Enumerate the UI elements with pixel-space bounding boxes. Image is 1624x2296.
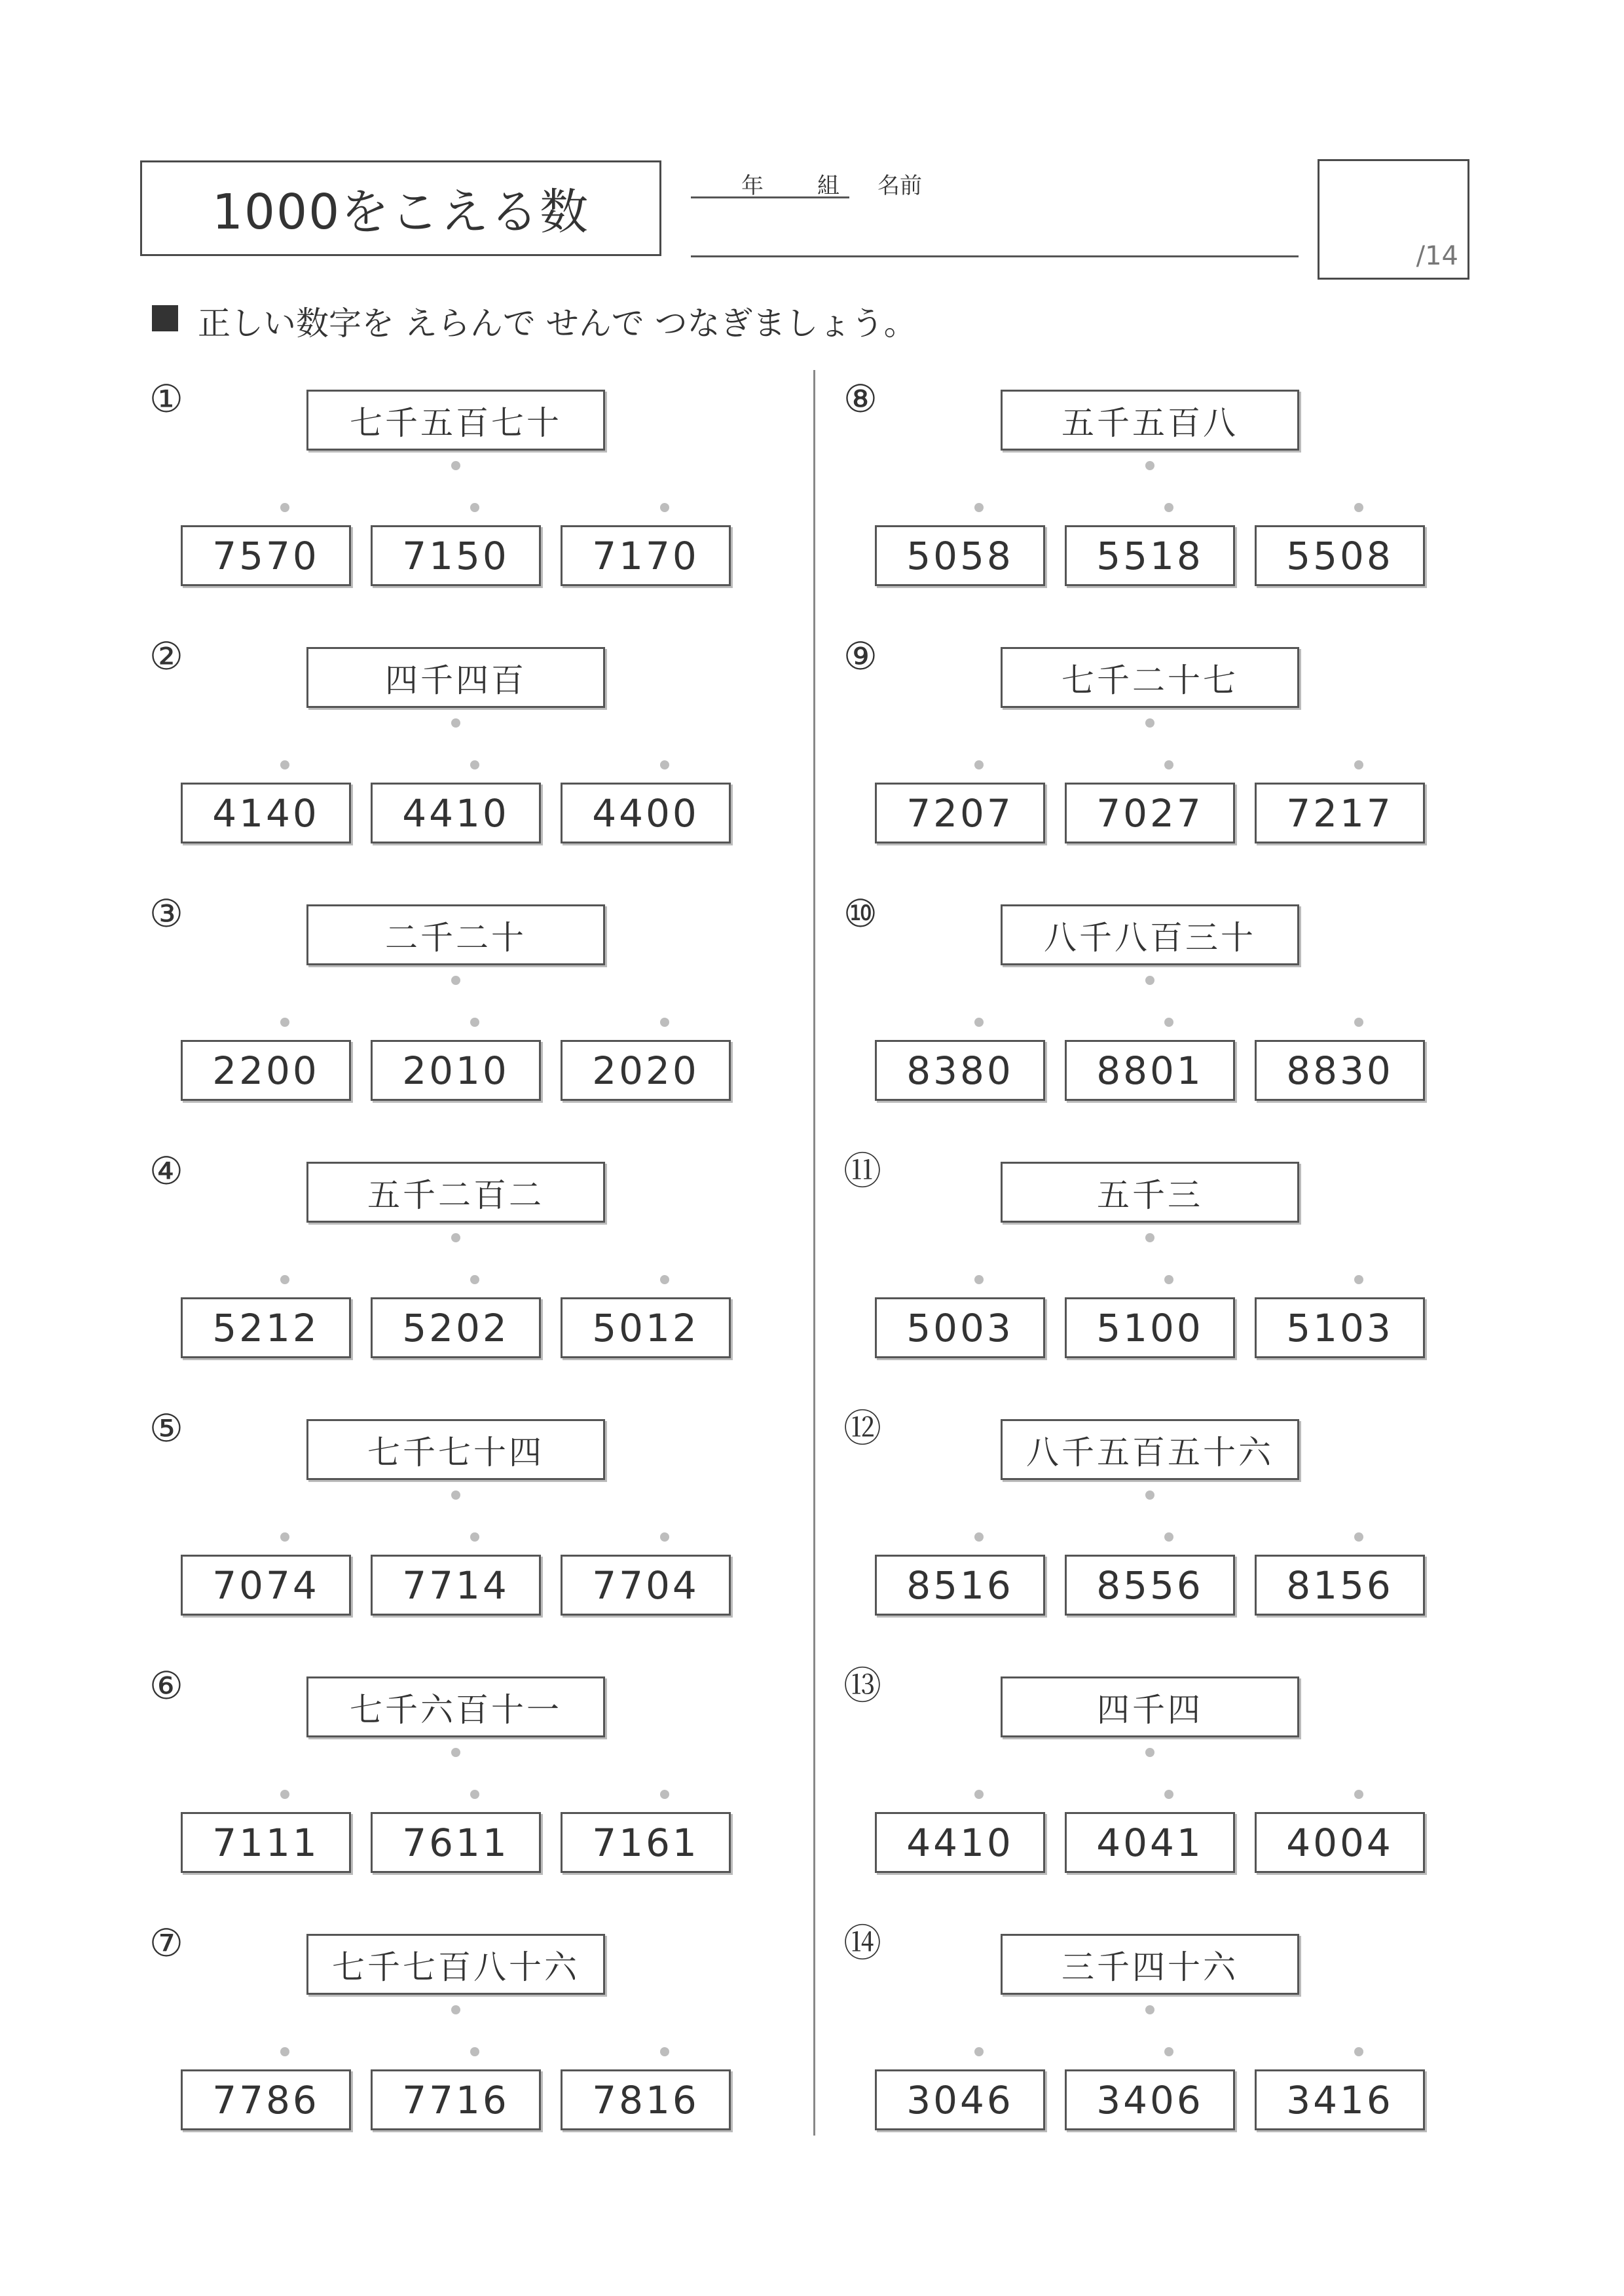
kanji-number-box: 五千三 [1001,1162,1299,1223]
connect-dot-target[interactable] [1354,2047,1363,2056]
answer-option-box[interactable]: 7786 [181,2069,351,2130]
year-label: 年 [741,173,764,199]
connect-dot-source[interactable] [1145,718,1154,728]
answer-option-box[interactable]: 8156 [1255,1555,1425,1616]
connect-dot-target[interactable] [974,760,984,769]
kanji-number-box: 五千五百八 [1001,390,1299,451]
connect-dot-source[interactable] [451,2005,460,2014]
problem-7 [149,1921,739,2173]
problem-number: ⑭ [843,1921,882,1965]
connect-dot-target[interactable] [1164,1532,1173,1542]
connect-dot-target[interactable] [280,1275,289,1284]
answer-option-box[interactable]: 3406 [1065,2069,1235,2130]
kanji-number-box: 八千八百三十 [1001,904,1299,965]
connect-dot-target[interactable] [1354,1018,1363,1027]
answer-option-box[interactable]: 7714 [371,1555,541,1616]
answer-option-box[interactable]: 5012 [561,1297,731,1358]
problem-14 [843,1921,1433,2173]
problem-number: ② [149,634,183,678]
connect-dot-target[interactable] [470,1275,479,1284]
connect-dot-target[interactable] [470,503,479,512]
answer-option-box[interactable]: 4140 [181,783,351,843]
problem-number: ⑧ [843,377,877,421]
kanji-number-box: 七千七十四 [306,1419,605,1480]
problem-number: ① [149,377,183,421]
kanji-number-box: 七千七百八十六 [306,1934,605,1995]
connect-dot-target[interactable] [280,2047,289,2056]
answer-option-box[interactable]: 7217 [1255,783,1425,843]
kanji-number-box: 二千二十 [306,904,605,965]
column-divider [813,370,815,2136]
problem-number: ⑪ [843,1149,882,1193]
connect-dot-source[interactable] [1145,1748,1154,1757]
name-field-line[interactable] [691,255,1299,257]
connect-dot-target[interactable] [280,1532,289,1542]
connect-dot-target[interactable] [660,1018,669,1027]
answer-option-box[interactable]: 4410 [875,1812,1045,1873]
problem-number: ⑦ [149,1921,183,1965]
answer-option-box[interactable]: 8830 [1255,1040,1425,1101]
connect-dot-source[interactable] [451,976,460,985]
connect-dot-target[interactable] [1164,1790,1173,1799]
problem-number: ⑨ [843,634,877,678]
answer-option-box[interactable]: 2200 [181,1040,351,1101]
connect-dot-target[interactable] [974,1532,984,1542]
answer-option-box[interactable]: 4410 [371,783,541,843]
connect-dot-target[interactable] [280,760,289,769]
answer-option-box[interactable]: 7816 [561,2069,731,2130]
connect-dot-target[interactable] [1354,503,1363,512]
answer-option-box[interactable]: 4400 [561,783,731,843]
problem-number: ⑥ [149,1663,183,1708]
answer-option-box[interactable]: 5003 [875,1297,1045,1358]
connect-dot-target[interactable] [974,503,984,512]
problem-4 [149,1149,739,1401]
connect-dot-target[interactable] [974,1275,984,1284]
answer-option-box[interactable]: 5100 [1065,1297,1235,1358]
connect-dot-target[interactable] [1164,760,1173,769]
answer-option-box[interactable]: 7207 [875,783,1045,843]
connect-dot-source[interactable] [1145,976,1154,985]
kanji-number-box: 七千六百十一 [306,1676,605,1737]
problem-12 [843,1406,1433,1658]
connect-dot-target[interactable] [1164,1018,1173,1027]
connect-dot-target[interactable] [660,503,669,512]
connect-dot-target[interactable] [974,1790,984,1799]
instruction-text: 正しい数字を えらんで せんで つなぎましょう。 [198,305,917,343]
connect-dot-target[interactable] [660,1790,669,1799]
connect-dot-source[interactable] [451,718,460,728]
problem-number: ⑫ [843,1406,882,1451]
kanji-number-box: 七千二十七 [1001,647,1299,708]
connect-dot-source[interactable] [451,1233,460,1242]
connect-dot-target[interactable] [1354,1275,1363,1284]
class-label: 組 [817,173,840,199]
connect-dot-target[interactable] [1164,1275,1173,1284]
kanji-number-box: 八千五百五十六 [1001,1419,1299,1480]
problem-number: ⑩ [843,891,877,936]
problem-number: ⑤ [149,1406,183,1451]
connect-dot-source[interactable] [451,1491,460,1500]
connect-dot-target[interactable] [1354,1532,1363,1542]
connect-dot-source[interactable] [1145,461,1154,470]
connect-dot-source[interactable] [451,461,460,470]
answer-option-box[interactable]: 5202 [371,1297,541,1358]
answer-option-box[interactable]: 5508 [1255,525,1425,586]
answer-option-box[interactable]: 7611 [371,1812,541,1873]
answer-option-box[interactable]: 5058 [875,525,1045,586]
answer-option-box[interactable]: 7111 [181,1812,351,1873]
problem-1 [149,377,739,629]
kanji-number-box: 三千四十六 [1001,1934,1299,1995]
problem-2 [149,634,739,886]
score-total: /14 [1416,241,1458,271]
problem-8 [843,377,1433,629]
problem-6 [149,1663,739,1916]
answer-option-box[interactable]: 8516 [875,1555,1045,1616]
kanji-number-box: 四千四百 [306,647,605,708]
connect-dot-source[interactable] [1145,1233,1154,1242]
square-bullet-icon [152,305,178,331]
kanji-number-box: 七千五百七十 [306,390,605,451]
answer-option-box[interactable]: 7027 [1065,783,1235,843]
answer-option-box[interactable]: 2020 [561,1040,731,1101]
problem-13 [843,1663,1433,1916]
answer-option-box[interactable]: 7716 [371,2069,541,2130]
answer-option-box[interactable]: 3046 [875,2069,1045,2130]
problem-number: ⑬ [843,1663,882,1708]
problem-number: ④ [149,1149,183,1193]
answer-option-box[interactable]: 7150 [371,525,541,586]
answer-option-box[interactable]: 7161 [561,1812,731,1873]
connect-dot-target[interactable] [974,2047,984,2056]
connect-dot-target[interactable] [1164,2047,1173,2056]
answer-option-box[interactable]: 7074 [181,1555,351,1616]
connect-dot-target[interactable] [1354,760,1363,769]
answer-option-box[interactable]: 8556 [1065,1555,1235,1616]
answer-option-box[interactable]: 5518 [1065,525,1235,586]
score-box[interactable] [1318,159,1469,280]
connect-dot-source[interactable] [1145,1491,1154,1500]
kanji-number-box: 四千四 [1001,1676,1299,1737]
connect-dot-target[interactable] [470,1532,479,1542]
connect-dot-target[interactable] [1164,503,1173,512]
connect-dot-target[interactable] [280,1018,289,1027]
connect-dot-target[interactable] [470,1790,479,1799]
problem-number: ③ [149,891,183,936]
connect-dot-target[interactable] [280,1790,289,1799]
connect-dot-target[interactable] [470,1018,479,1027]
answer-option-box[interactable]: 5103 [1255,1297,1425,1358]
answer-option-box[interactable]: 3416 [1255,2069,1425,2130]
connect-dot-target[interactable] [660,2047,669,2056]
answer-option-box[interactable]: 4041 [1065,1812,1235,1873]
connect-dot-target[interactable] [660,760,669,769]
connect-dot-target[interactable] [660,1532,669,1542]
answer-option-box[interactable]: 8380 [875,1040,1045,1101]
answer-option-box[interactable]: 7704 [561,1555,731,1616]
problem-3 [149,891,739,1143]
answer-option-box[interactable]: 8801 [1065,1040,1235,1101]
connect-dot-target[interactable] [974,1018,984,1027]
answer-option-box[interactable]: 4004 [1255,1812,1425,1873]
problem-5 [149,1406,739,1658]
connect-dot-target[interactable] [470,2047,479,2056]
connect-dot-target[interactable] [660,1275,669,1284]
connect-dot-target[interactable] [470,760,479,769]
connect-dot-source[interactable] [451,1748,460,1757]
worksheet-title: 1000をこえる数 [140,160,661,256]
connect-dot-source[interactable] [1145,2005,1154,2014]
answer-option-box[interactable]: 7570 [181,525,351,586]
problem-10 [843,891,1433,1143]
name-label: 名前 [877,173,922,199]
kanji-number-box: 五千二百二 [306,1162,605,1223]
connect-dot-target[interactable] [280,503,289,512]
problem-11 [843,1149,1433,1401]
connect-dot-target[interactable] [1354,1790,1363,1799]
problem-9 [843,634,1433,886]
answer-option-box[interactable]: 7170 [561,525,731,586]
answer-option-box[interactable]: 2010 [371,1040,541,1101]
answer-option-box[interactable]: 5212 [181,1297,351,1358]
